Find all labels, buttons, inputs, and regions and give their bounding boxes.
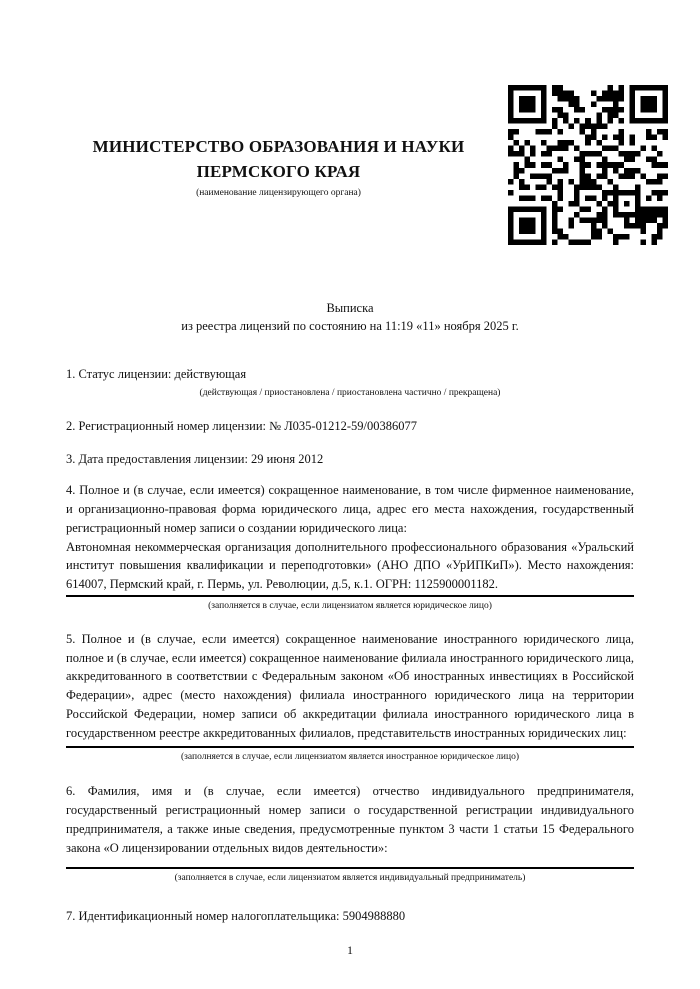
item-individual-entrepreneur xyxy=(66,782,634,885)
document-title-line1: Выписка xyxy=(326,301,374,315)
individual-entrepreneur-caption: (заполняется в случае, если лицензиатом является индивидуальный предприниматель) xyxy=(174,873,526,884)
legal-entity-heading: 4. Полное и (в случае, если имеется) сокращенное наименование, в том числе фирменное наименование, и организационно-правовая форма юридического лица, адрес его места нахождения, государственный регистрационный номер записи о создании юридического лица: xyxy=(66,483,634,535)
ministry-name-line2: ПЕРМСКОГО КРАЯ xyxy=(196,162,361,181)
individual-entrepreneur-fill-line xyxy=(66,857,634,869)
item-foreign-legal-entity xyxy=(66,630,634,765)
page-number: 1 xyxy=(347,943,353,957)
item-legal-entity-name xyxy=(66,481,634,613)
document-title-line2: из реестра лицензий по состоянию на 11:19 «11» ноября 2025 г. xyxy=(181,318,519,333)
license-status-text: 1. Статус лицензии: действующая xyxy=(66,367,247,381)
licensing-authority-name xyxy=(66,134,491,184)
item-license-status xyxy=(66,365,634,400)
license-status-caption: (действующая / приостановлена / приостановлена частично / прекращена) xyxy=(199,387,501,398)
document-title xyxy=(66,300,634,335)
item-registration-number: 2. Регистрационный номер лицензии: № Л035-01212-59/00386077 xyxy=(66,418,417,433)
foreign-legal-entity-caption: (заполняется в случае, если лицензиатом является иностранное юридическое лицо) xyxy=(181,752,519,763)
individual-entrepreneur-heading: 6. Фамилия, имя и (в случае, если имеется) отчество индивидуального предпринимателя, государственный регистрационный номер записи о государственной регистрации индивидуального предпринимателя, а также иные сведения, предусмотренные пунктом 3 части 1 статьи 15 Федерального закона «О лицензировании отдельных видов деятельности»: xyxy=(66,784,634,855)
ministry-name-line1: МИНИСТЕРСТВО ОБРАЗОВАНИЯ И НАУКИ xyxy=(92,137,465,156)
item-license-grant-date: 3. Дата предоставления лицензии: 29 июня 2012 xyxy=(66,451,324,466)
legal-entity-value: Автономная некоммерческая организация дополнительного профессионального образования «Уральский институт повышения квалификации и переподготовки» (АНО ДПО «УрИПКиП»). Место нахождения: 614007, Пермский край, г. Пермь, ул. Революции, д.5, к.1. ОГРН: 1125900001182. xyxy=(66,538,634,597)
legal-entity-caption: (заполняется в случае, если лицензиатом является юридическое лицо) xyxy=(208,600,492,611)
foreign-legal-entity-heading: 5. Полное и (в случае, если имеется) сокращенное наименование иностранного юридического лица, полное и (в случае, если имеется) сокращенное наименование филиала иностранного юридического лица, аккредитованного в соответствии с Федеральным законом «Об иностранных инвестициях в Российской Федерации», адрес (место нахождения) филиала иностранного юридического лица на территории Российской Федерации, номер записи об аккредитации филиала иностранного юридического лица в государственном реестре аккредитованных филиалов, представительств иностранных юридических лиц: xyxy=(66,631,634,740)
licensing-authority-caption: (наименование лицензирующего органа) xyxy=(196,188,361,198)
item-taxpayer-id: 7. Идентификационный номер налогоплательщика: 5904988880 xyxy=(66,909,406,924)
document-header xyxy=(66,0,634,200)
